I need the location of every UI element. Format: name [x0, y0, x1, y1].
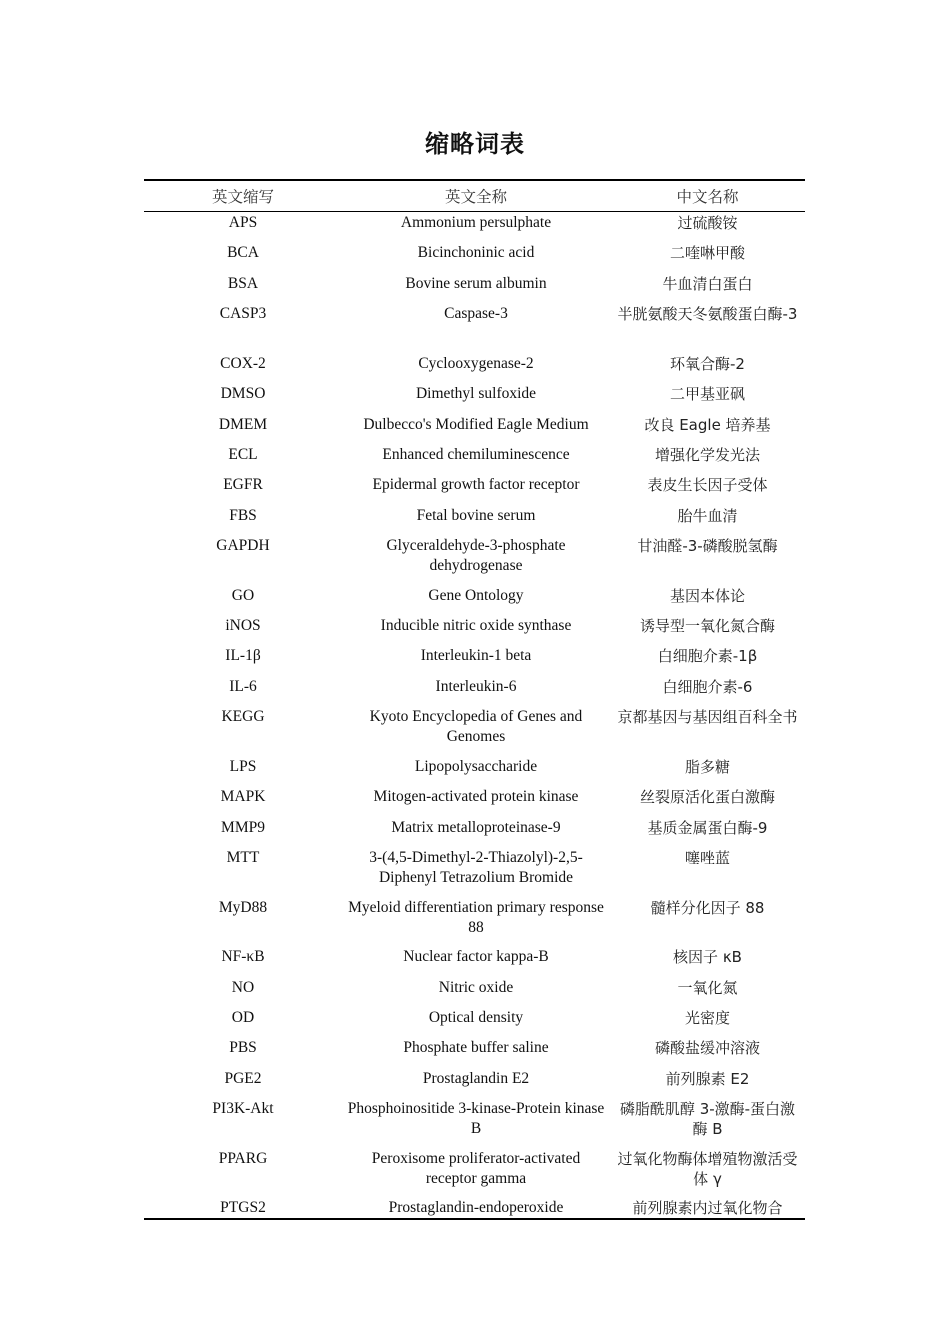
abbreviation-cell: BCA: [227, 244, 259, 262]
english-name-cell: Bovine serum albumin: [405, 274, 547, 292]
header-english-name: 英文全称: [342, 180, 610, 212]
abbreviation-cell: KEGG: [221, 708, 265, 726]
table-body: [144, 212, 805, 1220]
english-name-cell: Dulbecco's Modified Eagle Medium: [363, 415, 589, 433]
english-name-cell: Peroxisome proliferator-activated receptor gamma: [371, 1149, 581, 1187]
english-name-cell: Mitogen-activated protein kinase: [373, 788, 579, 806]
english-name-cell: Interleukin-6: [435, 677, 517, 695]
chinese-name-cell: 脂多糖: [684, 757, 730, 776]
page-title: 缩略词表: [425, 130, 525, 158]
abbreviation-cell: ECL: [228, 445, 258, 463]
chinese-name-cell: 髓样分化因子 88: [650, 898, 765, 917]
chinese-name-cell: 半胱氨酸天冬氨酸蛋白酶-3: [617, 305, 798, 324]
table-row: [144, 757, 805, 787]
chinese-name-cell: 增强化学发光法: [654, 445, 760, 464]
table-row: [144, 536, 805, 586]
chinese-name-cell: 甘油醛-3-磷酸脱氢酶: [637, 537, 778, 556]
abbreviation-cell: APS: [228, 214, 258, 231]
table-row: [144, 506, 805, 536]
chinese-name-cell: 环氧合酶-2: [670, 354, 745, 373]
table-row: [144, 1008, 805, 1038]
abbreviation-cell: GO: [231, 586, 255, 604]
abbreviation-cell: PTGS2: [144, 1198, 342, 1219]
table-row: [144, 616, 805, 646]
english-name-cell: Prostaglandin-endoperoxide: [342, 1198, 610, 1219]
english-name-cell: Phosphate buffer saline: [403, 1039, 549, 1057]
table-row: [144, 707, 805, 757]
table-row: [144, 848, 805, 898]
header-chinese-name: 中文名称: [610, 180, 805, 212]
english-name-cell: Fetal bovine serum: [416, 506, 536, 524]
english-name-cell: 3-(4,5-Dimethyl-2-Thiazolyl)-2,5-Diphenyl Tetrazolium Bromide: [369, 849, 583, 887]
table-row: [144, 243, 805, 273]
table-row: [144, 445, 805, 475]
abbreviation-cell: EGFR: [223, 476, 263, 494]
table-row: [144, 787, 805, 817]
chinese-name-cell: 二喹啉甲酸: [669, 244, 745, 263]
chinese-name-cell: 表皮生长因子受体: [647, 476, 768, 495]
english-name-cell: Interleukin-1 beta: [420, 647, 532, 665]
table-row: [144, 212, 805, 244]
english-name-cell: Phosphoinositide 3-kinase-Protein kinase B: [347, 1100, 605, 1138]
abbreviation-cell: MyD88: [218, 898, 268, 916]
table-header-row: [144, 180, 805, 212]
abbreviation-cell: IL-6: [229, 677, 257, 695]
english-name-cell: Dimethyl sulfoxide: [415, 385, 537, 403]
english-name-cell: Matrix metalloproteinase-9: [391, 818, 561, 836]
table-row: [144, 978, 805, 1008]
abbreviation-cell: DMEM: [218, 415, 268, 433]
abbreviation-cell: GAPDH: [216, 537, 270, 555]
table-row: [144, 384, 805, 414]
abbreviation-cell: CASP3: [219, 305, 267, 323]
header-abbreviation: 英文缩写: [144, 180, 342, 212]
english-name-cell: Kyoto Encyclopedia of Genes and Genomes: [369, 708, 583, 746]
table-row: [144, 586, 805, 616]
table-row: [144, 1038, 805, 1068]
english-name-cell: Enhanced chemiluminescence: [382, 445, 570, 463]
chinese-name-cell: 牛血清白蛋白: [662, 274, 753, 293]
chinese-name-cell: 核因子 κB: [673, 948, 742, 967]
english-name-cell: Cyclooxygenase-2: [418, 354, 534, 372]
table-row: [144, 274, 805, 304]
english-name-cell: Glyceraldehyde-3-phosphate dehydrogenase: [386, 537, 566, 575]
chinese-name-cell: 基因本体论: [669, 586, 745, 605]
abbreviation-cell: LPS: [229, 757, 257, 775]
english-name-cell: Prostaglandin E2: [422, 1069, 530, 1087]
abbreviation-cell: PI3K-Akt: [212, 1100, 274, 1118]
chinese-name-cell: 过硫酸铵: [677, 214, 738, 232]
english-name-cell: Ammonium persulphate: [400, 214, 552, 231]
table-row: [144, 898, 805, 948]
english-name-cell: Gene Ontology: [428, 586, 524, 604]
abbreviation-cell: DMSO: [220, 385, 266, 403]
abbreviation-cell: PBS: [229, 1039, 257, 1057]
chinese-name-cell: 基质金属蛋白酶-9: [647, 818, 768, 837]
abbreviation-cell: MMP9: [221, 818, 265, 836]
english-name-cell: Epidermal growth factor receptor: [372, 476, 580, 494]
chinese-name-cell: 诱导型一氧化氮合酶: [639, 617, 775, 636]
abbreviation-cell: PPARG: [218, 1149, 268, 1167]
table-row: [144, 1099, 805, 1149]
english-name-cell: Caspase-3: [444, 305, 508, 323]
english-name-cell: Nuclear factor kappa-B: [403, 948, 549, 966]
abbreviation-cell: iNOS: [225, 617, 261, 635]
abbreviation-cell: PGE2: [224, 1069, 262, 1087]
abbreviation-cell: MAPK: [220, 788, 266, 806]
table-row: [144, 304, 805, 354]
table-row: [144, 677, 805, 707]
english-name-cell: Inducible nitric oxide synthase: [380, 617, 572, 635]
table-row: [144, 354, 805, 384]
abbreviation-cell: NF-κB: [221, 948, 265, 966]
chinese-name-cell: 改良 Eagle 培养基: [644, 415, 771, 434]
english-name-cell: Lipopolysaccharide: [414, 757, 538, 775]
abbreviation-cell: MTT: [226, 849, 260, 867]
english-name-cell: Nitric oxide: [438, 978, 514, 996]
chinese-name-cell: 丝裂原活化蛋白激酶: [639, 788, 775, 807]
table-row: [144, 646, 805, 676]
abbreviation-cell: OD: [231, 1009, 255, 1026]
table-row: [144, 818, 805, 848]
chinese-name-cell: 一氧化氮: [677, 978, 738, 997]
table-row: [144, 1149, 805, 1199]
abbreviation-cell: COX-2: [220, 354, 266, 372]
abbreviation-table: [144, 179, 805, 1220]
english-name-cell: Myeloid differentiation primary response 88: [348, 898, 604, 936]
chinese-name-cell: 前列腺素 E2: [665, 1069, 750, 1088]
abbreviation-cell: FBS: [229, 506, 257, 524]
chinese-name-cell: 白细胞介素-6: [662, 677, 753, 696]
table-row: [144, 415, 805, 445]
chinese-name-cell: 磷脂酰肌醇 3-激酶-蛋白激酶 B: [619, 1100, 796, 1139]
table-row: [144, 475, 805, 505]
abbreviation-cell: BSA: [227, 274, 259, 292]
chinese-name-cell: 白细胞介素-1β: [657, 647, 758, 666]
chinese-name-cell: 磷酸盐缓冲溶液: [654, 1039, 760, 1058]
table-row: [144, 947, 805, 977]
english-name-cell: Optical density: [428, 1009, 524, 1026]
chinese-name-cell: 噻唑蓝: [684, 849, 730, 868]
table-row: [144, 1069, 805, 1099]
table-row: [144, 1198, 805, 1219]
chinese-name-cell: 京都基因与基因组百科全书: [617, 708, 798, 727]
abbreviation-cell: NO: [231, 978, 255, 996]
english-name-cell: Bicinchoninic acid: [417, 244, 535, 262]
chinese-name-cell: 过氧化物酶体增殖物激活受体 γ: [617, 1149, 798, 1188]
chinese-name-cell: 前列腺素内过氧化物合: [610, 1198, 805, 1219]
chinese-name-cell: 光密度: [684, 1009, 730, 1027]
abbreviation-cell: IL-1β: [225, 647, 261, 665]
chinese-name-cell: 二甲基亚砜: [669, 385, 745, 404]
chinese-name-cell: 胎牛血清: [677, 506, 738, 525]
